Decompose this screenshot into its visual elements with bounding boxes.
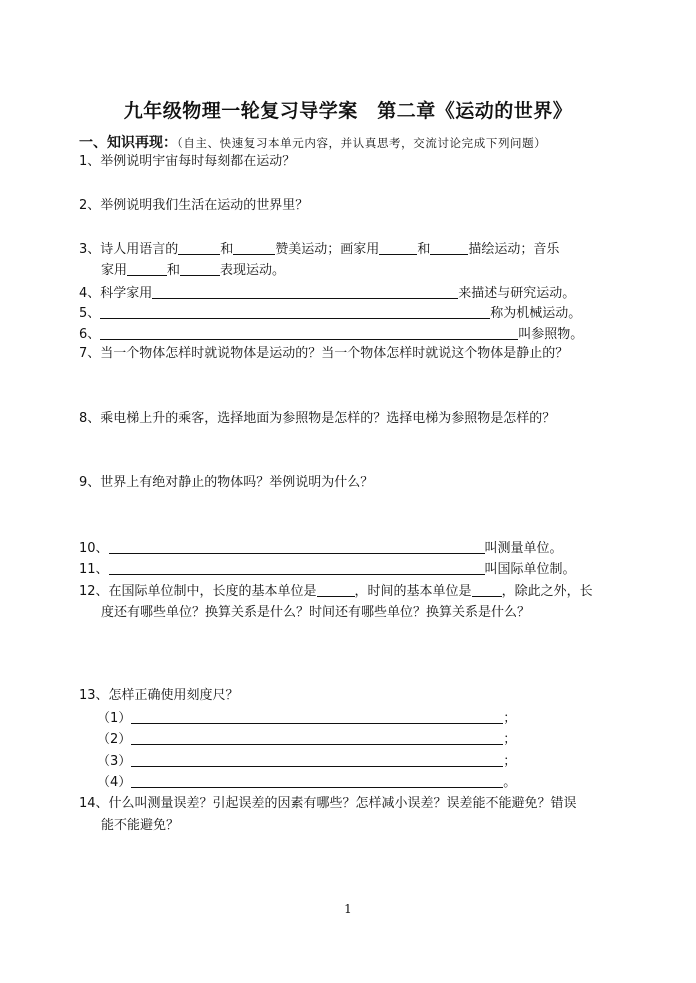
q12-text-c: ，除此之外，长 <box>501 584 593 599</box>
q10-text-post: 叫测量单位。 <box>484 541 563 556</box>
q12-text-a: 12、在国际单位制中，长度的基本单位是 <box>79 584 317 599</box>
q3-text-b: 和 <box>220 242 234 257</box>
question-10 <box>79 539 563 558</box>
q3-text-a: 3、诗人用语言的 <box>79 242 179 257</box>
answer-blank[interactable] <box>131 752 503 767</box>
question-2: 2、举例说明我们生活在运动的世界里？ <box>79 198 309 213</box>
q3-text-f: 家用 <box>101 263 128 278</box>
section-heading <box>79 132 546 152</box>
question-1: 1、举例说明宇宙每时每刻都在运动？ <box>79 154 296 169</box>
q13-item-label: （2） <box>97 732 132 747</box>
section-heading-label: 一、知识再现： <box>79 135 177 151</box>
question-14-line-1: 14、什么叫测量误差？引起误差的因素有哪些？怎样减小误差？误差能不能避免？错误 <box>79 796 577 811</box>
answer-blank[interactable] <box>430 240 468 255</box>
q3-text-e: 描绘运动；音乐 <box>468 242 560 257</box>
answer-blank[interactable] <box>109 539 485 554</box>
page-title: 九年级物理一轮复习导学案 第二章《运动的世界》 <box>123 100 573 122</box>
q13-item-end: 。 <box>503 775 517 790</box>
answer-blank[interactable] <box>178 240 220 255</box>
answer-blank[interactable] <box>152 284 458 299</box>
q13-item-label: （1） <box>97 711 132 726</box>
q13-item <box>97 752 516 771</box>
q4-text-post: 来描述与研究运动。 <box>458 286 576 301</box>
q13-item-end: ； <box>503 711 517 726</box>
q10-text-pre: 10、 <box>79 541 109 556</box>
answer-blank[interactable] <box>233 240 275 255</box>
answer-blank[interactable] <box>100 325 518 340</box>
question-8: 8、乘电梯上升的乘客，选择地面为参照物是怎样的？选择电梯为参照物是怎样的？ <box>79 411 556 426</box>
question-6 <box>79 325 583 344</box>
answer-blank[interactable] <box>317 582 355 597</box>
answer-blank[interactable] <box>180 261 220 276</box>
question-4 <box>79 284 575 303</box>
q11-text-pre: 11、 <box>79 562 109 577</box>
q6-text-pre: 6、 <box>79 327 101 342</box>
q3-text-h: 表现运动。 <box>220 263 286 278</box>
q4-text-pre: 4、科学家用 <box>79 286 153 301</box>
q13-item-label: （3） <box>97 754 132 769</box>
question-7: 7、当一个物体怎样时就说物体是运动的？当一个物体怎样时就说这个物体是静止的？ <box>79 346 569 361</box>
answer-blank[interactable] <box>472 582 502 597</box>
question-5 <box>79 304 581 323</box>
q13-item <box>97 773 516 792</box>
q3-text-d: 和 <box>417 242 431 257</box>
q13-item <box>97 709 516 728</box>
question-13: 13、怎样正确使用刻度尺？ <box>79 688 239 703</box>
q13-item-end: ； <box>503 754 517 769</box>
q12-text-b: ，时间的基本单位是 <box>354 584 472 599</box>
q13-item-end: ； <box>503 732 517 747</box>
question-12-line-2: 度还有哪些单位？换算关系是什么？时间还有哪些单位？换算关系是什么？ <box>101 605 531 620</box>
answer-blank[interactable] <box>100 304 490 319</box>
q3-text-g: 和 <box>167 263 181 278</box>
page-number: 1 <box>344 902 352 916</box>
question-11 <box>79 560 576 579</box>
question-3-line-2 <box>101 261 285 280</box>
q13-item-label: （4） <box>97 775 132 790</box>
answer-blank[interactable] <box>109 560 485 575</box>
answer-blank[interactable] <box>131 709 503 724</box>
answer-blank[interactable] <box>127 261 167 276</box>
q13-item <box>97 730 516 749</box>
question-14-line-2: 能不能避免？ <box>101 818 180 833</box>
question-9: 9、世界上有绝对静止的物体吗？举例说明为什么？ <box>79 475 374 490</box>
q11-text-post: 叫国际单位制。 <box>484 562 576 577</box>
section-note: （自主、快速复习本单元内容，并认真思考，交流讨论完成下列问题） <box>177 136 547 150</box>
q3-text-c: 赞美运动；画家用 <box>275 242 380 257</box>
answer-blank[interactable] <box>379 240 417 255</box>
question-12-line-1 <box>79 582 593 601</box>
answer-blank[interactable] <box>131 730 503 745</box>
question-3-line-1 <box>79 240 559 259</box>
q5-text-post: 称为机械运动。 <box>490 306 582 321</box>
answer-blank[interactable] <box>131 773 503 788</box>
q5-text-pre: 5、 <box>79 306 101 321</box>
q6-text-post: 叫参照物。 <box>518 327 584 342</box>
